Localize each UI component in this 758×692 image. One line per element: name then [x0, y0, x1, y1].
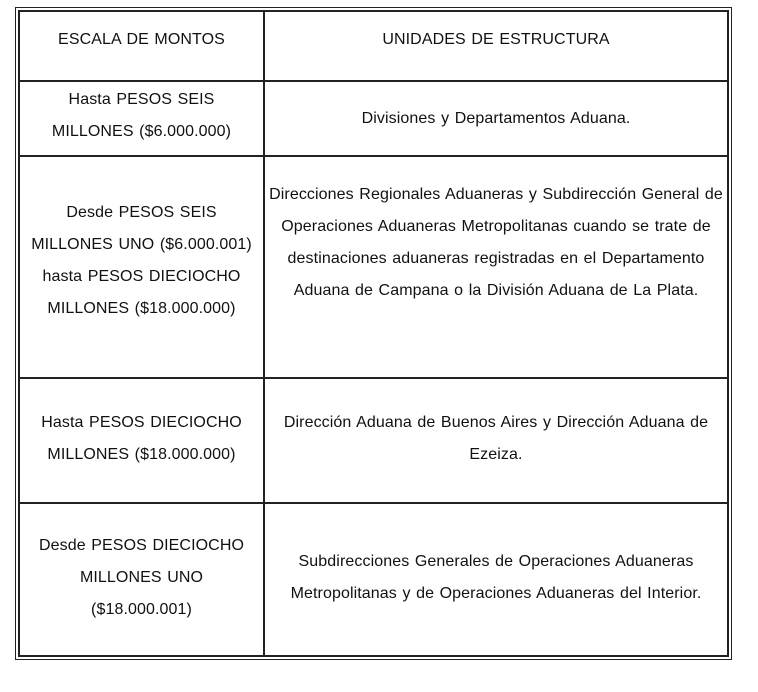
amount-cell: [19, 156, 264, 378]
table-row: [19, 503, 728, 656]
amount-cell: [19, 503, 264, 656]
table-body: [19, 81, 728, 656]
table-row: [19, 81, 728, 156]
amount-text: Desde PESOS SEIS MILLONES UNO ($6.000.001) hasta PESOS DIECIOCHO MILLONES ($18.000.000): [31, 204, 252, 317]
units-cell: [264, 378, 728, 503]
amount-text: Hasta PESOS SEIS MILLONES ($6.000.000): [51, 90, 232, 140]
units-cell: [264, 81, 728, 156]
table-header: [19, 11, 728, 81]
units-cell: [264, 503, 728, 656]
header-structure-units: UNIDADES DE ESTRUCTURA: [264, 11, 728, 81]
units-text: Direcciones Regionales Aduaneras y Subdirección General de Operaciones Aduaneras Metropolitanas cuando se trate de destinaciones aduaneras registradas en el Departamento Aduana de Campana o la División Aduana de La Plata.: [269, 186, 723, 299]
header-row: [19, 11, 728, 81]
units-text: Dirección Aduana de Buenos Aires y Dirección Aduana de Ezeiza.: [283, 413, 709, 463]
header-amount-scale: ESCALA DE MONTOS: [19, 11, 264, 81]
amount-scale-table: [18, 10, 729, 657]
amount-text: Hasta PESOS DIECIOCHO MILLONES ($18.000.000): [41, 413, 242, 463]
units-text: Divisiones y Departamentos Aduana.: [361, 109, 631, 127]
units-cell: [264, 156, 728, 378]
amount-cell: [19, 378, 264, 503]
table-row: [19, 156, 728, 378]
units-text: Subdirecciones Generales de Operaciones Aduaneras Metropolitanas y de Operaciones Aduaneras del Interior.: [290, 552, 702, 602]
amount-cell: [19, 81, 264, 156]
table-row: [19, 378, 728, 503]
amount-text: Desde PESOS DIECIOCHO MILLONES UNO ($18.000.001): [38, 536, 245, 618]
